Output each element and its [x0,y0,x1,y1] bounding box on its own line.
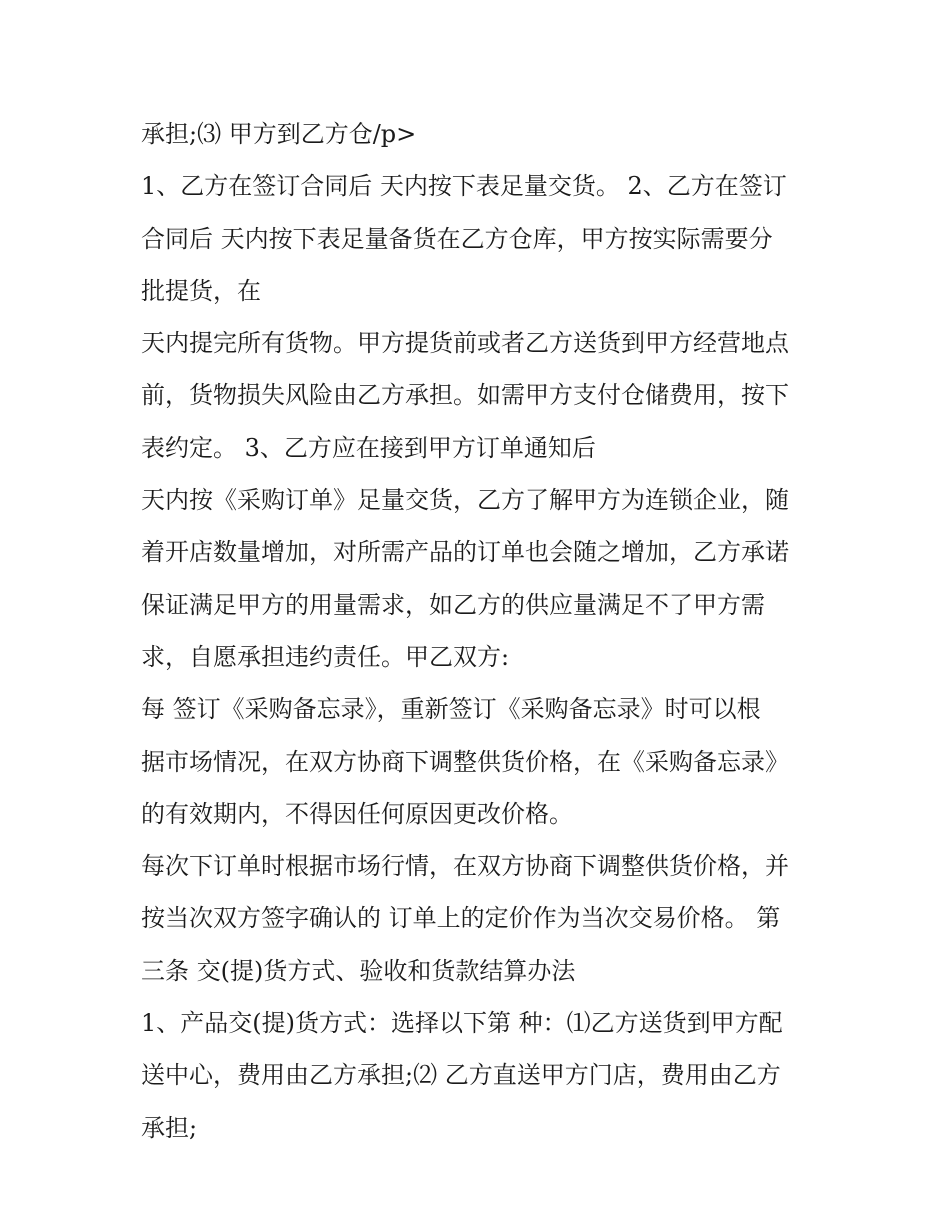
text-line: 承担;⑶ 甲方到乙方仓/p> [141,120,417,148]
text-line: 表约定。 3、乙方应在接到甲方订单通知后 [141,433,596,462]
text-line: 天内按《采购订单》足量交货，乙方了解甲方为连锁企业，随 [141,486,789,515]
text-line: 前，货物损失风险由乙方承担。如需甲方支付仓储费用，按下 [141,381,789,410]
text-line: 按当次双方签字确认的 订单上的定价作为当次交易价格。 第 [141,904,781,933]
document-body [141,108,821,1154]
text-line: 据市场情况，在双方协商下调整供货价格，在《采购备忘录》 [141,747,789,776]
text-line: 保证满足甲方的用量需求，如乙方的供应量满足不了甲方需 [141,590,765,619]
text-line: 1、产品交(提)货方式：选择以下第 种：⑴乙方送货到甲方配 [141,1009,783,1038]
text-line: 求，自愿承担违约责任。甲乙双方: [141,642,510,671]
text-line: 的有效期内，不得因任何原因更改价格。 [141,799,573,828]
text-line: 承担; [141,1113,198,1142]
text-line: 1、乙方在签订合同后 天内按下表足量交货。 2、乙方在签订 [141,172,787,201]
text-line: 天内提完所有货物。甲方提货前或者乙方送货到甲方经营地点 [141,329,789,358]
text-line: 合同后 天内按下表足量备货在乙方仓库，甲方按实际需要分 [141,224,773,253]
text-line: 批提货，在 [141,276,261,305]
text-line: 着开店数量增加，对所需产品的订单也会随之增加，乙方承诺 [141,538,789,567]
text-line: 送中心，费用由乙方承担;⑵ 乙方直送甲方门店，费用由乙方 [141,1061,781,1090]
text-line: 每次下订单时根据市场行情，在双方协商下调整供货价格，并 [141,852,789,881]
text-line: 每 签订《采购备忘录》，重新签订《采购备忘录》时可以根 [141,695,761,724]
text-line: 三条 交(提)货方式、验收和货款结算办法 [141,956,576,985]
